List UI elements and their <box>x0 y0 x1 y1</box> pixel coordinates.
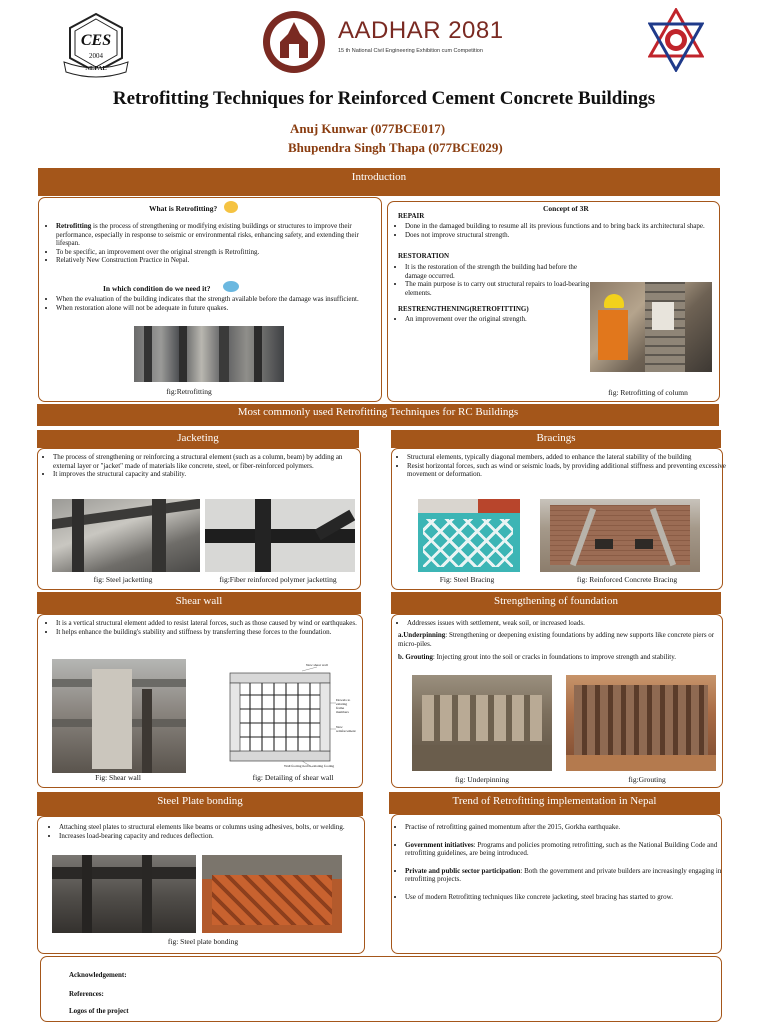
bracings-item: • Structural elements, typically diagonal members, added to enhance the lateral stability of the building <box>407 453 731 462</box>
what-heading <box>149 204 217 213</box>
what-item: • To be specific, an improvement over the original strength is Retrofitting. <box>56 248 376 257</box>
trend-item: • Use of modern Retrofitting techniques like concrete jacketing, steel bracing has started to grow. <box>405 893 723 902</box>
fig-caption-shear-wall: Fig: Shear wall <box>95 773 141 782</box>
trend-panel <box>391 814 722 954</box>
diagram-label: Wall footing tied to existing footing <box>284 764 335 768</box>
shear-wall-photo <box>52 659 186 773</box>
foundation-item: • Addresses issues with settlement, weak soil, or increased loads. <box>407 619 727 628</box>
fig-caption-underpinning: fig: Underpinning <box>455 775 509 784</box>
intro-right-panel <box>387 201 720 402</box>
shear-wall-item: • It is a vertical structural element added to resist lateral forces, such as those caused by wind or earthquakes. <box>56 619 368 628</box>
steel-plate-photo-2 <box>202 855 342 933</box>
repair-item: • Does not improve structural strength. <box>405 231 717 240</box>
steel-jacketing-photo <box>52 499 200 572</box>
need-heading: In which condition do we need it? <box>103 284 211 293</box>
ces-logo-text: CES <box>80 32 112 49</box>
shear-wall-panel <box>37 614 363 788</box>
fig-caption-retrofitting: fig:Retrofitting <box>166 387 212 396</box>
author-2: Bhupendra Singh Thapa (077BCE029) <box>288 140 503 155</box>
diagram-label: Dowels to existing frame members <box>336 698 351 714</box>
fig-caption-steel-jacketing: fig: Steel jacketting <box>93 575 153 584</box>
restoration-label: RESTORATION <box>398 252 450 260</box>
foundation-list <box>394 619 727 628</box>
trend-bar: Trend of Retrofitting implementation in Nepal <box>389 792 720 814</box>
repair-list <box>392 222 717 239</box>
restoration-list <box>392 263 595 297</box>
grouting-text: b. Grouting: Injecting grout into the soil or cracks in foundations to improve strength and stability. <box>398 653 677 661</box>
restrengthening-list <box>392 315 595 324</box>
concept-heading: Concept of 3R <box>543 204 589 213</box>
restoration-item: • It is the restoration of the strength the building had before the damage occurred. <box>405 263 595 280</box>
aadhar-emblem-icon <box>258 8 330 76</box>
trend-item: • Government initiatives: Programs and policies promoting retrofitting, such as the National Building Code and retrofitting guidelines, are being introduced. <box>405 841 723 858</box>
retrofitting-photo <box>134 326 284 382</box>
repair-label: REPAIR <box>398 212 425 220</box>
event-subtitle: 15 th National Civil Engineering Exhibition cum Competition <box>338 48 483 54</box>
underpinning-text: a.Underpinning: Strengthening or deepening existing foundations by adding new supports like concrete piers or micro-piles. <box>398 631 715 648</box>
grouting-photo <box>566 675 716 771</box>
trend-item: • Private and public sector participation: Both the government and private builders are increasingly engaging in retrofitting projects. <box>405 867 723 884</box>
fig-caption-steel-bracing: Fig: Steel Bracing <box>439 575 495 584</box>
what-heading-text: What is Retrofitting? <box>149 204 218 213</box>
steel-plate-item: • Increases load-bearing capacity and reduces deflection. <box>59 832 359 841</box>
fig-caption-frp-jacketing: fig:Fiber reinforced polymer jacketting <box>219 575 337 584</box>
need-list <box>43 295 376 312</box>
fig-caption-column: fig: Retrofitting of column <box>608 388 688 397</box>
restrengthening-label: RESTRENGTHENING(RETROFITTING) <box>398 305 529 313</box>
jacketing-list <box>40 453 365 479</box>
frp-jacketing-photo <box>205 499 355 572</box>
intro-left-panel <box>38 197 382 402</box>
shear-wall-bar: Shear wall <box>37 592 361 614</box>
poster-title: Retrofitting Techniques for Reinforced Cement Concrete Buildings <box>112 88 656 109</box>
references-label: References: <box>69 990 104 998</box>
university-emblem-icon <box>648 8 704 72</box>
steel-bracing-photo <box>418 499 520 572</box>
thinking-emoji-icon <box>224 201 238 213</box>
foundation-bar: Strengthening of foundation <box>391 592 721 614</box>
ces-logo <box>62 12 130 78</box>
ces-logo-year: 2004 <box>89 52 103 60</box>
restrengthening-item: • An improvement over the original strength. <box>405 315 595 324</box>
trend-item: • Practise of retrofitting gained momentum after the 2015, Gorkha earthquake. <box>405 823 723 832</box>
shear-wall-list <box>43 619 368 636</box>
steel-plate-panel <box>37 816 365 954</box>
author-1: Anuj Kunwar (077BCE017) <box>290 121 446 136</box>
introduction-bar: Introduction <box>38 168 720 196</box>
fig-caption-steel-plate: fig: Steel plate bonding <box>167 937 239 946</box>
what-list <box>43 222 376 265</box>
shear-wall-item: • It helps enhance the building's stability and stiffness by transferring these forces to the foundation. <box>56 628 368 637</box>
steel-plate-item: • Attaching steel plates to structural elements like beams or columns using adhesives, bolts, or welding. <box>59 823 359 832</box>
foundation-panel <box>391 614 723 788</box>
need-item: • When restoration alone will not be adequate in future quakes. <box>56 304 376 313</box>
bracings-item: • Resist horizontal forces, such as wind or seismic loads, by providing additional stiffness and preventing excessive movement or deformation. <box>407 462 731 479</box>
trend-list <box>392 823 723 902</box>
jacketing-bar: Jacketing <box>37 430 359 448</box>
jacketing-panel <box>37 448 361 590</box>
fig-caption-rc-bracing: fig: Reinforced Concrete Bracing <box>576 575 678 584</box>
footer-panel <box>40 956 722 1022</box>
shear-wall-diagram <box>222 663 356 773</box>
steel-plate-bar: Steel Plate bonding <box>37 792 363 816</box>
bracings-bar: Bracings <box>391 430 721 448</box>
steel-plate-photo-1 <box>52 855 196 933</box>
restoration-item: • The main purpose is to carry out structural repairs to load-bearing elements. <box>405 280 595 297</box>
what-item: • Retrofitting is the process of strengthening or modifying existing buildings or structures to improve their performance, especially in response to seismic or environmental risks, enhancing safety, and extending their lifespan. <box>56 222 376 248</box>
techniques-bar: Most commonly used Retrofitting Techniques for RC Buildings <box>37 404 719 426</box>
event-title: AADHAR 2081 <box>338 17 504 44</box>
fig-caption-shear-wall-detail: fig: Detailing of shear wall <box>252 773 334 782</box>
chat-bubble-icon <box>223 281 239 292</box>
need-item: • When the evaluation of the building indicates that the strength available before the damage was insufficient. <box>56 295 376 304</box>
jacketing-item: • The process of strengthening or reinforcing a structural element (such as a column, beam) by adding an external layer or "jacket" made of materials like concrete, steel, or fiber-reinforced polymers. <box>53 453 365 470</box>
aadhar-logo <box>258 8 518 76</box>
fig-caption-grouting: fig:Grouting <box>628 775 666 784</box>
jacketing-item: • It improves the structural capacity and stability. <box>53 470 365 479</box>
logos-label: Logos of the project <box>69 1007 129 1015</box>
bracings-panel <box>391 448 726 590</box>
acknowledgement-label: Acknowledgement: <box>69 971 127 979</box>
steel-plate-list <box>46 823 359 840</box>
diagram-label: New reinforcement <box>336 725 356 733</box>
underpinning-photo <box>412 675 552 771</box>
column-retrofit-photo <box>590 282 712 372</box>
diagram-label: New shear wall <box>306 663 328 667</box>
what-item: • Relatively New Construction Practice in Nepal. <box>56 256 376 265</box>
bracings-list <box>394 453 731 479</box>
repair-item: • Done in the damaged building to resume all its previous functions and to bring back its architectural shape. <box>405 222 717 231</box>
rc-bracing-photo <box>540 499 700 572</box>
ces-logo-country: NEPAL <box>85 65 107 72</box>
